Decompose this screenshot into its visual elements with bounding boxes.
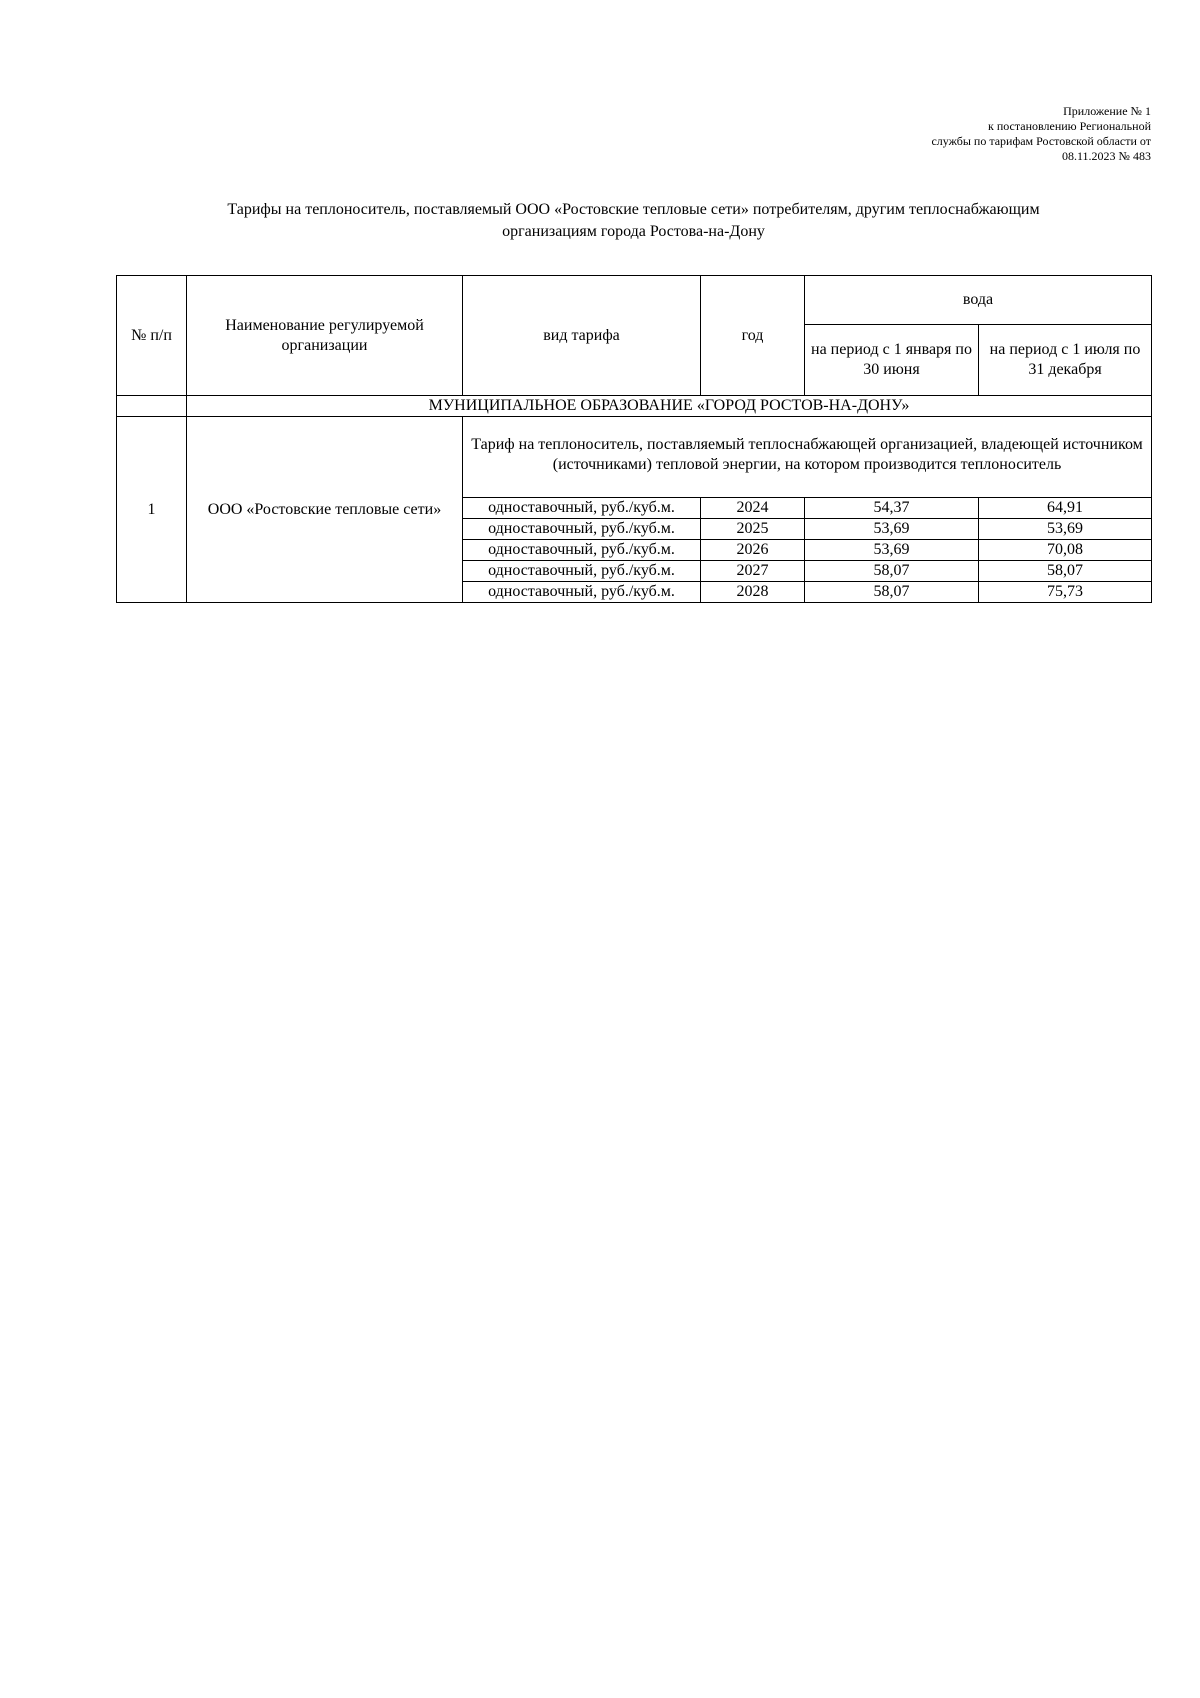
- header-year: год: [701, 276, 805, 396]
- approval-line-2: к постановлению Региональной: [988, 119, 1151, 133]
- period-2-value: 53,69: [979, 519, 1152, 540]
- period-1-value: 53,69: [805, 519, 979, 540]
- header-org: Наименование регулируемой организации: [187, 276, 463, 396]
- header-num: № п/п: [117, 276, 187, 396]
- header-row-1: [117, 276, 1152, 325]
- municipality-empty-cell: [117, 396, 187, 417]
- header-period-1: на период с 1 января по 30 июня: [805, 325, 979, 396]
- year-cell: 2024: [701, 498, 805, 519]
- header-period-2: на период с 1 июля по 31 декабря: [979, 325, 1152, 396]
- tariff-table: [116, 275, 1152, 603]
- period-1-value: 53,69: [805, 540, 979, 561]
- period-2-value: 58,07: [979, 561, 1152, 582]
- description-row: [117, 417, 1152, 498]
- period-1-value: 58,07: [805, 582, 979, 603]
- header-water: вода: [805, 276, 1152, 325]
- period-2-value: 75,73: [979, 582, 1152, 603]
- title-line-1: Тарифы на теплоноситель, поставляемый ООО «Ростовские тепловые сети» потребителям, другим теплоснабжающим: [227, 201, 1040, 218]
- approval-line-4: 08.11.2023 № 483: [1061, 149, 1151, 163]
- tariff-type-cell: одноставочный, руб./куб.м.: [463, 540, 701, 561]
- title-line-2: организациям города Ростова-на-Дону: [502, 223, 765, 240]
- tariff-type-cell: одноставочный, руб./куб.м.: [463, 498, 701, 519]
- entry-org: ООО «Ростовские тепловые сети»: [187, 417, 463, 603]
- document-title: [116, 199, 1151, 243]
- period-1-value: 54,37: [805, 498, 979, 519]
- period-1-value: 58,07: [805, 561, 979, 582]
- approval-line-3: службы по тарифам Ростовской области от: [931, 134, 1151, 148]
- year-cell: 2027: [701, 561, 805, 582]
- period-2-value: 70,08: [979, 540, 1152, 561]
- tariff-type-cell: одноставочный, руб./куб.м.: [463, 561, 701, 582]
- tariff-type-cell: одноставочный, руб./куб.м.: [463, 519, 701, 540]
- tariff-type-cell: одноставочный, руб./куб.м.: [463, 582, 701, 603]
- year-cell: 2028: [701, 582, 805, 603]
- municipality-row: [117, 396, 1152, 417]
- approval-line-1: Приложение № 1: [1063, 104, 1151, 118]
- entry-num: 1: [117, 417, 187, 603]
- tariff-description: Тариф на теплоноситель, поставляемый теплоснабжающей организацией, владеющей источником (источниками) тепловой энергии, на котором производится теплоноситель: [463, 417, 1152, 498]
- year-cell: 2025: [701, 519, 805, 540]
- period-2-value: 64,91: [979, 498, 1152, 519]
- year-cell: 2026: [701, 540, 805, 561]
- municipality-name: МУНИЦИПАЛЬНОЕ ОБРАЗОВАНИЕ «ГОРОД РОСТОВ-НА-ДОНУ»: [187, 396, 1152, 417]
- header-tariff-type: вид тарифа: [463, 276, 701, 396]
- approval-block: [791, 104, 1151, 164]
